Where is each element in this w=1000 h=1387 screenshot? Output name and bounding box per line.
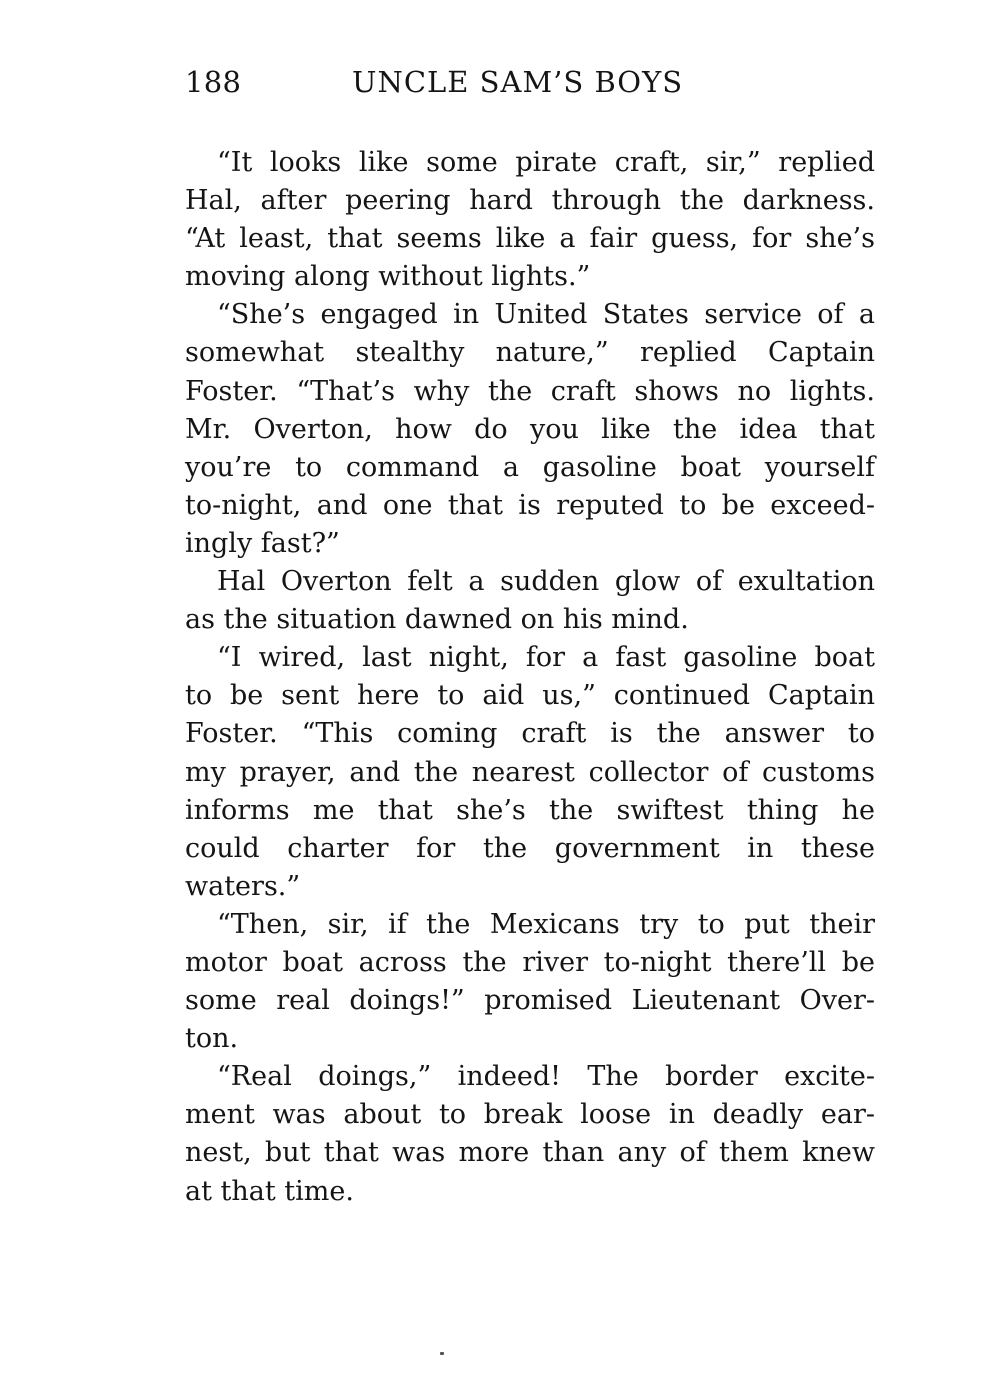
text-line: ton. [185, 1023, 239, 1055]
text-line: you’re to command a gasoline boat yourself [185, 451, 875, 483]
running-head [185, 62, 705, 102]
text-line: waters.” [185, 870, 301, 902]
page-number: 188 [185, 65, 242, 99]
text-line: Hal Overton felt a sudden glow of exultation [217, 566, 875, 598]
text-line: as the situation dawned on his mind. [185, 604, 689, 636]
text-line: moving along without lights.” [185, 261, 591, 293]
running-title: UNCLE SAM’S BOYS [352, 65, 684, 99]
text-line: “It looks like some pirate craft, sir,” replied [217, 147, 875, 178]
text-line: my prayer, and the nearest collector of customs [185, 756, 875, 788]
paragraph [185, 906, 875, 1058]
text-line: “Then, sir, if the Mexicans try to put their [217, 908, 875, 940]
text-line: to-night, and one that is reputed to be exceed- [185, 489, 875, 521]
paragraph [185, 296, 875, 563]
paragraph [185, 144, 875, 296]
text-line: Hal, after peering hard through the darkness. [185, 185, 875, 217]
text-line: some real doings!” promised Lieutenant Over- [185, 985, 875, 1017]
text-line: informs me that she’s the swiftest thing he [185, 794, 875, 826]
paragraph [185, 639, 875, 906]
text-line: Foster. “This coming craft is the answer to [185, 718, 875, 750]
text-line: “I wired, last night, for a fast gasoline boat [217, 642, 875, 674]
text-line: ingly fast?” [185, 527, 340, 559]
print-speck [440, 1352, 444, 1355]
text-line: could charter for the government in these [185, 832, 875, 864]
paragraph [185, 1058, 875, 1210]
text-line: Mr. Overton, how do you like the idea that [185, 413, 875, 445]
paragraph [185, 563, 875, 639]
text-line: “She’s engaged in United States service of a [217, 299, 875, 331]
text-line: somewhat stealthy nature,” replied Captain [185, 337, 875, 369]
text-line: “Real doings,” indeed! The border excite- [217, 1061, 875, 1093]
text-line: motor boat across the river to-night there’ll be [185, 946, 875, 978]
text-line: “At least, that seems like a fair guess, for she’s [185, 223, 875, 255]
text-line: Foster. “That’s why the craft shows no lights. [185, 375, 875, 407]
text-line: ment was about to break loose in deadly ear- [185, 1099, 875, 1131]
text-line: at that time. [185, 1175, 354, 1207]
body-text [185, 144, 875, 1211]
text-line: to be sent here to aid us,” continued Captain [185, 680, 875, 712]
text-line: nest, but that was more than any of them knew [185, 1137, 875, 1169]
